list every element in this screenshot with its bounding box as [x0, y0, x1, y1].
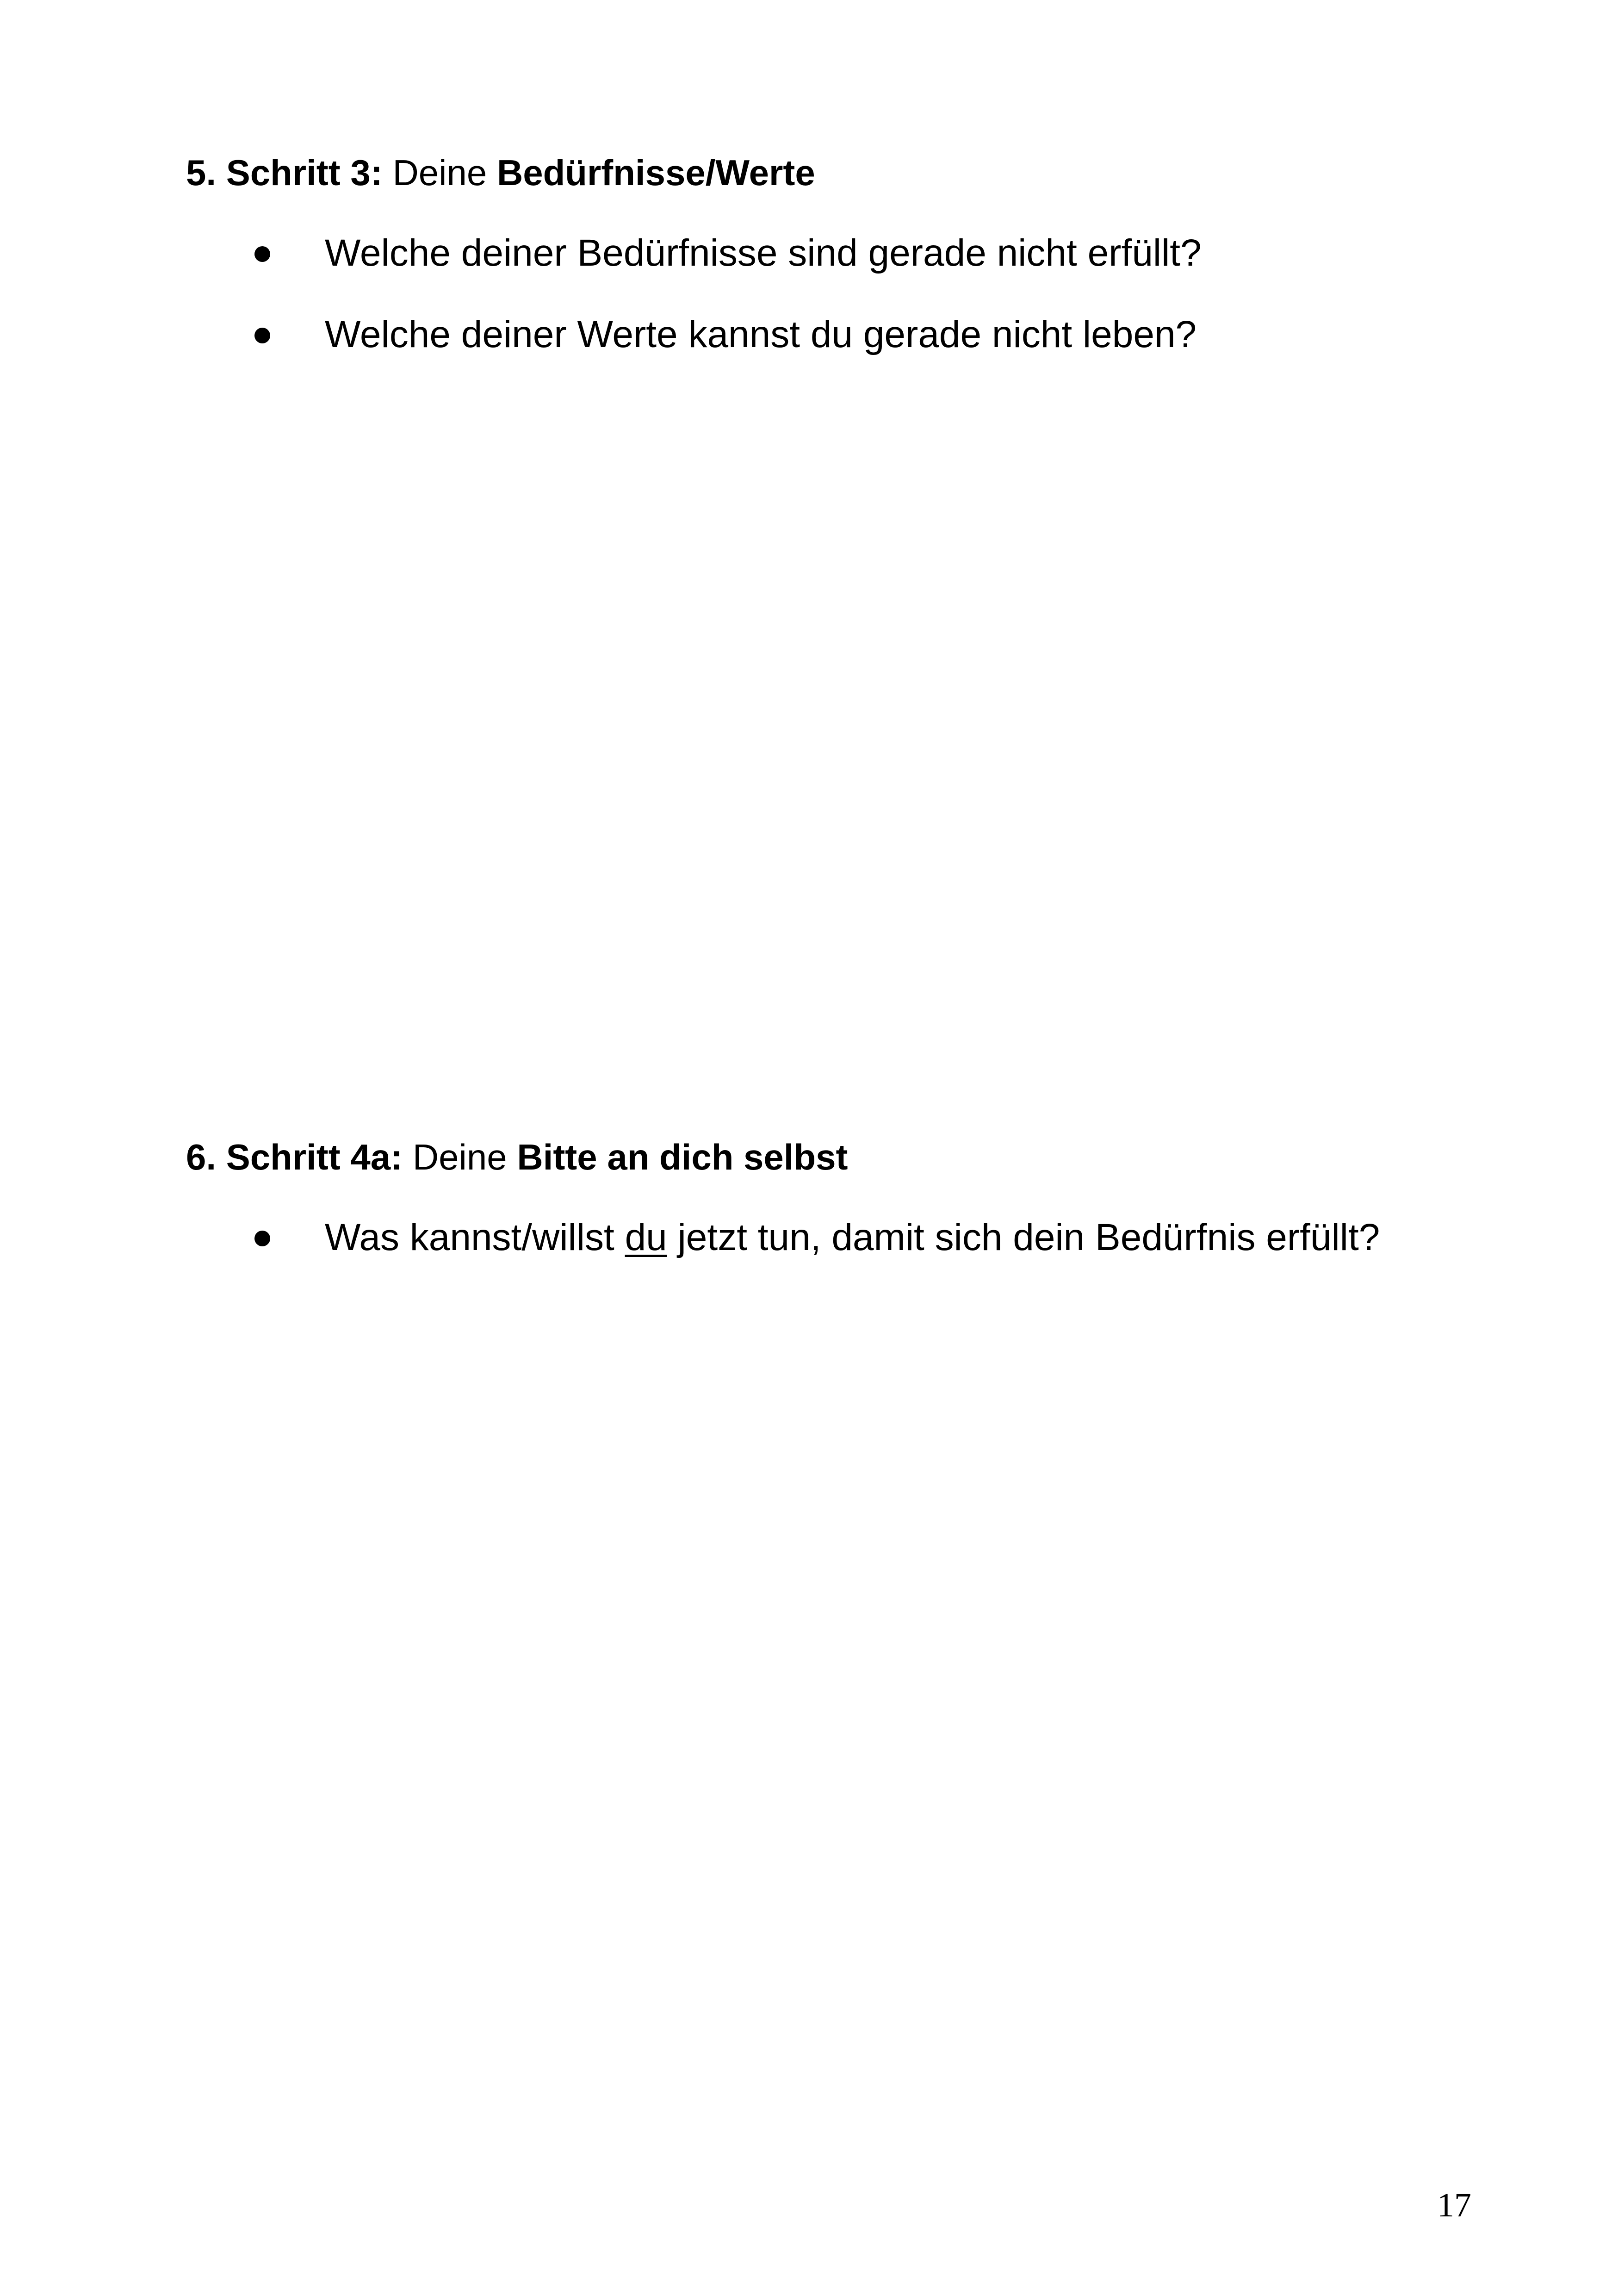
- question-list: [186, 1212, 1528, 1263]
- bullet-icon: [254, 1231, 270, 1246]
- section-step-4a: [186, 1132, 1528, 1294]
- heading-step-number: 5. Schritt 3:: [186, 152, 383, 193]
- question-list: [186, 228, 1528, 360]
- heading-step-number: 6. Schritt 4a:: [186, 1137, 403, 1177]
- list-item: [186, 309, 1528, 360]
- section-heading: [186, 1132, 1528, 1182]
- question-text: Welche deiner Werte kannst du gerade nicht leben?: [325, 313, 1197, 355]
- question-emphasis: du: [625, 1216, 667, 1258]
- question-text-before: Was kannst/willst: [325, 1216, 614, 1258]
- heading-topic: Bitte an dich selbst: [517, 1137, 848, 1177]
- list-item: [186, 228, 1528, 279]
- heading-normal-text: Deine: [412, 1137, 507, 1177]
- bullet-icon: [254, 246, 270, 262]
- bullet-icon: [254, 328, 270, 343]
- heading-topic: Bedürfnisse/Werte: [496, 152, 815, 193]
- question-text-after: jetzt tun, damit sich dein Bedürfnis erfüllt?: [677, 1216, 1380, 1258]
- question-text: [325, 1212, 1380, 1263]
- question-text: Welche deiner Bedürfnisse sind gerade nicht erfüllt?: [325, 232, 1202, 274]
- section-heading: [186, 147, 1528, 198]
- page-number: 17: [1437, 2186, 1471, 2224]
- section-step-3: [186, 147, 1528, 391]
- list-item: [186, 1212, 1528, 1263]
- heading-normal-text: Deine: [392, 152, 487, 193]
